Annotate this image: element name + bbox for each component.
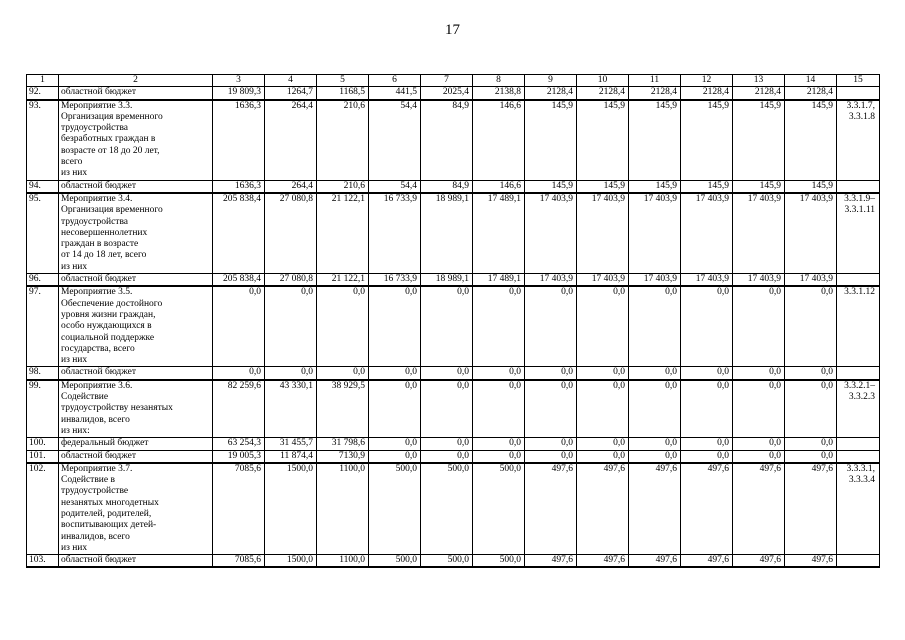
value-cell: 7130,9	[317, 450, 369, 463]
value-cell: 2025,4	[421, 87, 473, 100]
value-cell: 0,0	[421, 438, 473, 450]
value-cell: 0,0	[681, 450, 733, 463]
value-cell: 497,6	[629, 463, 681, 555]
value-cell: 19 809,3	[213, 87, 265, 100]
reference-cell	[837, 463, 880, 555]
value-cell: 0,0	[733, 286, 785, 367]
table-row	[27, 463, 880, 555]
value-cell: 145,9	[733, 180, 785, 193]
reference-cell	[837, 87, 880, 100]
row-number: 93.	[27, 100, 59, 181]
column-number: 11	[629, 75, 681, 87]
row-description	[59, 450, 213, 463]
value-cell: 0,0	[577, 367, 629, 380]
value-cell: 264,4	[265, 180, 317, 193]
value-cell: 0,0	[525, 450, 577, 463]
value-cell: 497,6	[681, 463, 733, 555]
column-number: 5	[317, 75, 369, 87]
value-cell: 500,0	[421, 463, 473, 555]
reference-cell	[837, 274, 880, 287]
value-cell: 0,0	[473, 286, 525, 367]
value-cell: 0,0	[421, 450, 473, 463]
row-description	[59, 100, 213, 181]
reference-line: 3.3.1.12	[844, 287, 875, 298]
value-cell: 1168,5	[317, 87, 369, 100]
row-number: 98.	[27, 367, 59, 380]
value-cell: 1500,0	[265, 555, 317, 568]
value-cell: 0,0	[577, 380, 629, 438]
description-line: инвалидов, всего	[61, 531, 130, 542]
value-cell: 0,0	[421, 286, 473, 367]
value-cell: 0,0	[785, 367, 837, 380]
value-cell: 0,0	[785, 286, 837, 367]
column-number: 9	[525, 75, 577, 87]
value-cell: 17 489,1	[473, 274, 525, 287]
value-cell: 145,9	[629, 100, 681, 181]
value-cell: 0,0	[681, 286, 733, 367]
value-cell: 27 080,8	[265, 193, 317, 274]
value-cell: 2138,8	[473, 87, 525, 100]
row-description	[59, 463, 213, 555]
table-row	[27, 438, 880, 450]
value-cell: 0,0	[681, 438, 733, 450]
value-cell: 0,0	[577, 286, 629, 367]
row-description	[59, 286, 213, 367]
value-cell: 0,0	[525, 438, 577, 450]
value-cell: 0,0	[369, 450, 421, 463]
value-cell: 0,0	[525, 286, 577, 367]
value-cell: 17 403,9	[733, 193, 785, 274]
description-line: граждан в возрасте	[61, 239, 139, 250]
reference-cell	[837, 286, 880, 367]
description-line: Организация временного	[61, 205, 163, 216]
value-cell: 21 122,1	[317, 193, 369, 274]
value-cell: 31 455,7	[265, 438, 317, 450]
value-cell: 0,0	[681, 367, 733, 380]
value-cell: 0,0	[629, 438, 681, 450]
reference-line: 3.3.1.8	[848, 111, 875, 122]
column-number: 13	[733, 75, 785, 87]
value-cell: 441,5	[369, 87, 421, 100]
row-number: 95.	[27, 193, 59, 274]
value-cell: 0,0	[473, 450, 525, 463]
value-cell: 0,0	[369, 380, 421, 438]
description-line: из них	[61, 168, 88, 179]
value-cell: 264,4	[265, 100, 317, 181]
value-cell: 2128,4	[785, 87, 837, 100]
value-cell: 16 733,9	[369, 193, 421, 274]
row-description	[59, 180, 213, 193]
column-number: 4	[265, 75, 317, 87]
value-cell: 0,0	[369, 286, 421, 367]
value-cell: 497,6	[681, 555, 733, 568]
value-cell: 17 403,9	[785, 274, 837, 287]
value-cell: 497,6	[525, 555, 577, 568]
reference-cell	[837, 380, 880, 438]
column-number: 6	[369, 75, 421, 87]
value-cell: 17 403,9	[785, 193, 837, 274]
value-cell: 2128,4	[577, 87, 629, 100]
value-cell: 145,9	[681, 100, 733, 181]
value-cell: 0,0	[577, 438, 629, 450]
reference-cell	[837, 193, 880, 274]
reference-cell	[837, 367, 880, 380]
value-cell: 0,0	[369, 438, 421, 450]
value-cell: 0,0	[265, 286, 317, 367]
value-cell: 497,6	[785, 463, 837, 555]
value-cell: 31 798,6	[317, 438, 369, 450]
description-line: государства, всего	[61, 343, 135, 354]
reference-cell	[837, 180, 880, 193]
table-row	[27, 100, 880, 181]
description-line: всего	[61, 157, 83, 168]
value-cell: 0,0	[473, 438, 525, 450]
row-number: 97.	[27, 286, 59, 367]
reference-line: 3.3.1.9–	[844, 193, 875, 204]
value-cell: 0,0	[369, 367, 421, 380]
description-line: трудоустройства	[61, 216, 129, 227]
description-line: областной бюджет	[61, 450, 137, 461]
description-line: из них	[61, 261, 88, 272]
value-cell: 2128,4	[629, 87, 681, 100]
reference-line: 3.3.2.3	[848, 392, 875, 403]
column-number: 8	[473, 75, 525, 87]
value-cell: 17 403,9	[577, 193, 629, 274]
value-cell: 0,0	[317, 286, 369, 367]
value-cell: 145,9	[525, 100, 577, 181]
row-number: 100.	[27, 438, 59, 450]
value-cell: 0,0	[733, 380, 785, 438]
value-cell: 0,0	[473, 380, 525, 438]
table-row	[27, 367, 880, 380]
value-cell: 500,0	[421, 555, 473, 568]
value-cell: 500,0	[473, 463, 525, 555]
value-cell: 0,0	[473, 367, 525, 380]
value-cell: 17 403,9	[525, 193, 577, 274]
row-description	[59, 380, 213, 438]
description-line: трудоустройства	[61, 123, 129, 134]
value-cell: 2128,4	[733, 87, 785, 100]
description-line: трудоустройстве	[61, 486, 129, 497]
value-cell: 0,0	[733, 367, 785, 380]
value-cell: 17 489,1	[473, 193, 525, 274]
value-cell: 497,6	[577, 463, 629, 555]
value-cell: 0,0	[785, 450, 837, 463]
value-cell: 500,0	[369, 463, 421, 555]
value-cell: 497,6	[629, 555, 681, 568]
description-line: из них	[61, 355, 88, 366]
value-cell: 18 989,1	[421, 193, 473, 274]
description-line: трудоустройству незанятых	[61, 403, 173, 414]
value-cell: 497,6	[733, 463, 785, 555]
row-number: 102.	[27, 463, 59, 555]
description-line: Организация временного	[61, 111, 163, 122]
description-line: Мероприятие 3.4.	[61, 193, 133, 204]
value-cell: 0,0	[213, 367, 265, 380]
value-cell: 0,0	[629, 450, 681, 463]
reference-line: 3.3.2.1–	[844, 380, 875, 391]
description-line: федеральный бюджет	[61, 438, 149, 449]
table-row	[27, 380, 880, 438]
value-cell: 210,6	[317, 100, 369, 181]
description-line: областной бюджет	[61, 555, 137, 566]
table-row	[27, 87, 880, 100]
value-cell: 0,0	[681, 380, 733, 438]
table-body	[27, 75, 880, 568]
reference-cell	[837, 100, 880, 181]
value-cell: 38 929,5	[317, 380, 369, 438]
value-cell: 497,6	[525, 463, 577, 555]
row-number: 99.	[27, 380, 59, 438]
description-line: от 14 до 18 лет, всего	[61, 250, 147, 261]
description-line: Содействие в	[61, 475, 115, 486]
description-line: Мероприятие 3.6.	[61, 380, 133, 391]
description-line: воспитывающих детей-	[61, 520, 157, 531]
description-line: уровня жизни граждан,	[61, 309, 156, 320]
reference-line: 3.3.1.11	[844, 205, 875, 216]
column-number: 2	[59, 75, 213, 87]
value-cell: 145,9	[681, 180, 733, 193]
table-row	[27, 450, 880, 463]
value-cell: 19 005,3	[213, 450, 265, 463]
description-line: безработных граждан в	[61, 134, 156, 145]
value-cell: 0,0	[525, 367, 577, 380]
value-cell: 1636,3	[213, 100, 265, 181]
value-cell: 145,9	[785, 100, 837, 181]
value-cell: 2128,4	[525, 87, 577, 100]
description-line: областной бюджет	[61, 274, 137, 285]
row-description	[59, 87, 213, 100]
page-number: 17	[445, 22, 460, 38]
value-cell: 17 403,9	[733, 274, 785, 287]
value-cell: 145,9	[629, 180, 681, 193]
value-cell: 210,6	[317, 180, 369, 193]
value-cell: 17 403,9	[629, 274, 681, 287]
description-line: Мероприятие 3.7.	[61, 463, 133, 474]
value-cell: 17 403,9	[681, 193, 733, 274]
description-line: Содействие	[61, 392, 109, 403]
description-line: Обеспечение достойного	[61, 298, 163, 309]
description-line: возрасте от 18 до 20 лет,	[61, 145, 160, 156]
row-description	[59, 367, 213, 380]
budget-table	[26, 74, 880, 568]
reference-line: 3.3.3.1,	[846, 463, 875, 474]
value-cell: 0,0	[629, 286, 681, 367]
value-cell: 1100,0	[317, 463, 369, 555]
value-cell: 0,0	[629, 367, 681, 380]
value-cell: 146,6	[473, 100, 525, 181]
value-cell: 54,4	[369, 100, 421, 181]
description-line: социальной поддержке	[61, 332, 155, 343]
description-line: областной бюджет	[61, 367, 137, 378]
value-cell: 145,9	[525, 180, 577, 193]
value-cell: 0,0	[213, 286, 265, 367]
value-cell: 17 403,9	[681, 274, 733, 287]
value-cell: 0,0	[317, 367, 369, 380]
value-cell: 145,9	[733, 100, 785, 181]
table-row	[27, 555, 880, 568]
value-cell: 54,4	[369, 180, 421, 193]
value-cell: 1100,0	[317, 555, 369, 568]
column-number: 10	[577, 75, 629, 87]
value-cell: 0,0	[733, 438, 785, 450]
value-cell: 145,9	[577, 100, 629, 181]
value-cell: 145,9	[785, 180, 837, 193]
reference-cell	[837, 555, 880, 568]
value-cell: 205 838,4	[213, 193, 265, 274]
value-cell: 146,6	[473, 180, 525, 193]
table-row	[27, 193, 880, 274]
value-cell: 7085,6	[213, 463, 265, 555]
table-row	[27, 180, 880, 193]
value-cell: 84,9	[421, 100, 473, 181]
column-number-row	[27, 75, 880, 87]
description-line: областной бюджет	[61, 87, 137, 98]
value-cell: 17 403,9	[577, 274, 629, 287]
value-cell: 84,9	[421, 180, 473, 193]
description-line: особо нуждающихся в	[61, 321, 152, 332]
value-cell: 1264,7	[265, 87, 317, 100]
value-cell: 82 259,6	[213, 380, 265, 438]
value-cell: 497,6	[785, 555, 837, 568]
value-cell: 0,0	[785, 438, 837, 450]
reference-line: 3.3.3.4	[848, 475, 875, 486]
column-number: 15	[837, 75, 880, 87]
value-cell: 0,0	[265, 367, 317, 380]
table-row	[27, 274, 880, 287]
description-line: Мероприятие 3.3.	[61, 100, 133, 111]
description-line: родителей, родителей,	[61, 508, 152, 519]
reference-cell	[837, 438, 880, 450]
column-number: 12	[681, 75, 733, 87]
value-cell: 0,0	[525, 380, 577, 438]
row-description	[59, 555, 213, 568]
value-cell: 0,0	[785, 380, 837, 438]
value-cell: 500,0	[369, 555, 421, 568]
value-cell: 1636,3	[213, 180, 265, 193]
description-line: несовершеннолетних	[61, 227, 148, 238]
description-line: инвалидов, всего	[61, 414, 130, 425]
value-cell: 16 733,9	[369, 274, 421, 287]
value-cell: 145,9	[577, 180, 629, 193]
description-line: из них:	[61, 425, 90, 436]
value-cell: 497,6	[577, 555, 629, 568]
value-cell: 27 080,8	[265, 274, 317, 287]
value-cell: 17 403,9	[629, 193, 681, 274]
row-description	[59, 274, 213, 287]
value-cell: 1500,0	[265, 463, 317, 555]
row-number: 96.	[27, 274, 59, 287]
reference-line: 3.3.1.7,	[846, 100, 875, 111]
value-cell: 0,0	[629, 380, 681, 438]
row-number: 92.	[27, 87, 59, 100]
value-cell: 0,0	[733, 450, 785, 463]
row-number: 94.	[27, 180, 59, 193]
description-line: областной бюджет	[61, 180, 137, 191]
value-cell: 21 122,1	[317, 274, 369, 287]
description-line: незанятых многодетных	[61, 497, 159, 508]
row-description	[59, 193, 213, 274]
value-cell: 0,0	[577, 450, 629, 463]
value-cell: 17 403,9	[525, 274, 577, 287]
value-cell: 18 989,1	[421, 274, 473, 287]
column-number: 14	[785, 75, 837, 87]
value-cell: 500,0	[473, 555, 525, 568]
column-number: 7	[421, 75, 473, 87]
description-line: Мероприятие 3.5.	[61, 287, 133, 298]
row-number: 103.	[27, 555, 59, 568]
value-cell: 11 874,4	[265, 450, 317, 463]
value-cell: 0,0	[421, 367, 473, 380]
value-cell: 0,0	[421, 380, 473, 438]
reference-cell	[837, 450, 880, 463]
value-cell: 497,6	[733, 555, 785, 568]
column-number: 1	[27, 75, 59, 87]
value-cell: 43 330,1	[265, 380, 317, 438]
value-cell: 205 838,4	[213, 274, 265, 287]
table-row	[27, 286, 880, 367]
value-cell: 63 254,3	[213, 438, 265, 450]
row-number: 101.	[27, 450, 59, 463]
value-cell: 7085,6	[213, 555, 265, 568]
row-description	[59, 438, 213, 450]
value-cell: 2128,4	[681, 87, 733, 100]
description-line: из них	[61, 542, 88, 553]
column-number: 3	[213, 75, 265, 87]
